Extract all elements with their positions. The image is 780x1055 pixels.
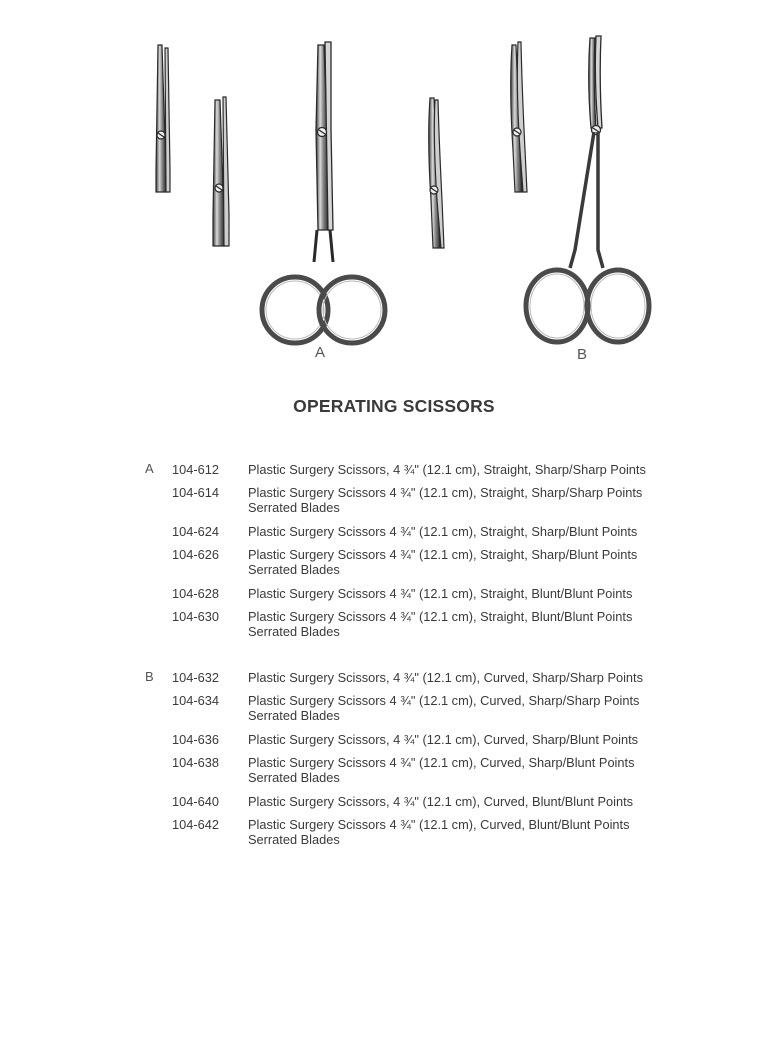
item-code: 104-642 (172, 817, 219, 832)
item-code: 104-636 (172, 732, 219, 747)
tip-detail-curved-2 (511, 42, 527, 192)
item-code: 104-628 (172, 586, 219, 601)
item-code: 104-626 (172, 547, 219, 562)
item-description: Plastic Surgery Scissors 4 ¾" (12.1 cm), Straight, Blunt/Blunt Points (248, 586, 633, 601)
item-code: 104-632 (172, 670, 219, 685)
scissors-illustration (0, 0, 780, 380)
item-description: Plastic Surgery Scissors 4 ¾" (12.1 cm), Curved, Blunt/Blunt Points (248, 817, 630, 832)
item-description: Plastic Surgery Scissors 4 ¾" (12.1 cm), Straight, Sharp/Sharp Points (248, 485, 643, 500)
item-description: Plastic Surgery Scissors 4 ¾" (12.1 cm), Straight, Sharp/Blunt Points (248, 524, 638, 539)
item-description: Plastic Surgery Scissors 4 ¾" (12.1 cm), Curved, Sharp/Sharp Points (248, 693, 640, 708)
item-subtitle: Serrated Blades (248, 832, 340, 847)
scissors-a-straight (262, 42, 385, 343)
item-code: 104-634 (172, 693, 219, 708)
item-subtitle: Serrated Blades (248, 624, 340, 639)
figure-a-letter: A (315, 344, 326, 361)
tip-detail-straight-1 (156, 45, 170, 192)
item-description: Plastic Surgery Scissors 4 ¾" (12.1 cm), Straight, Sharp/Blunt Points (248, 547, 638, 562)
tip-detail-straight-2 (213, 97, 229, 246)
item-description: Plastic Surgery Scissors, 4 ¾" (12.1 cm), Curved, Blunt/Blunt Points (248, 794, 634, 809)
item-code: 104-630 (172, 609, 219, 624)
group-letter: A (145, 461, 154, 476)
item-subtitle: Serrated Blades (248, 770, 340, 785)
group-letter: B (145, 669, 154, 684)
item-code: 104-624 (172, 524, 219, 539)
item-subtitle: Serrated Blades (248, 500, 340, 515)
item-description: Plastic Surgery Scissors 4 ¾" (12.1 cm), Curved, Sharp/Blunt Points (248, 755, 635, 770)
figure-b-letter: B (577, 346, 588, 363)
item-description: Plastic Surgery Scissors, 4 ¾" (12.1 cm), Straight, Sharp/Sharp Points (248, 462, 646, 477)
scissors-drawing (0, 0, 780, 380)
page-title: OPERATING SCISSORS (293, 396, 495, 416)
item-code: 104-612 (172, 462, 219, 477)
tip-detail-curved-1 (429, 98, 444, 248)
item-subtitle: Serrated Blades (248, 562, 340, 577)
item-code: 104-640 (172, 794, 219, 809)
item-description: Plastic Surgery Scissors, 4 ¾" (12.1 cm), Curved, Sharp/Sharp Points (248, 670, 644, 685)
item-description: Plastic Surgery Scissors, 4 ¾" (12.1 cm), Curved, Sharp/Blunt Points (248, 732, 639, 747)
item-code: 104-638 (172, 755, 219, 770)
item-code: 104-614 (172, 485, 219, 500)
item-subtitle: Serrated Blades (248, 708, 340, 723)
scissors-b-curved (526, 36, 649, 342)
item-description: Plastic Surgery Scissors 4 ¾" (12.1 cm), Straight, Blunt/Blunt Points (248, 609, 633, 624)
